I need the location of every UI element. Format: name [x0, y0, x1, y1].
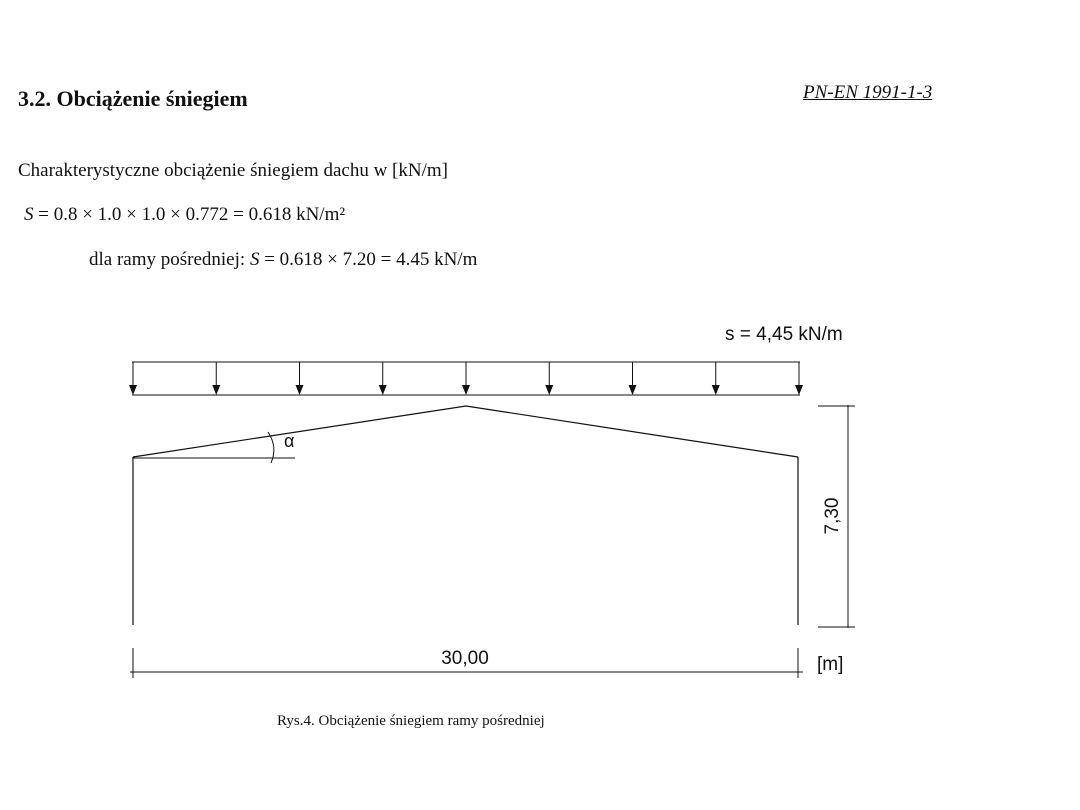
- load-arrow-head: [129, 385, 137, 395]
- load-arrow-head: [712, 385, 720, 395]
- formula-2-prefix: dla ramy pośredniej:: [89, 249, 250, 270]
- height-label: 7,30: [822, 497, 843, 535]
- formula-1-symbol: S: [24, 204, 34, 225]
- norm-reference: PN-EN 1991-1-3: [803, 82, 933, 103]
- section-title: 3.2. Obciążenie śniegiem: [18, 86, 248, 111]
- load-arrow-head: [545, 385, 553, 395]
- formula-2-symbol: S: [249, 249, 260, 270]
- formula-2-expression: = 0.618 × 7.20 = 4.45 kN/m: [259, 249, 478, 270]
- load-arrows: [129, 362, 803, 395]
- load-arrow-head: [629, 385, 637, 395]
- roof-rafters: [133, 406, 798, 457]
- angle-label: α: [284, 431, 295, 451]
- load-label: s = 4,45 kN/m: [725, 324, 843, 345]
- span-label: 30,00: [441, 648, 489, 669]
- unit-label: [m]: [817, 654, 844, 675]
- formula-1-expression: = 0.8 × 1.0 × 1.0 × 0.772 = 0.618 kN/m²: [33, 204, 346, 225]
- load-arrow-head: [379, 385, 387, 395]
- load-arrow-head: [462, 385, 470, 395]
- load-arrow-head: [795, 385, 803, 395]
- load-arrow-head: [212, 385, 220, 395]
- load-arrow-head: [296, 385, 304, 395]
- intro-text: Charakterystyczne obciążenie śniegiem dachu w [kN/m]: [18, 160, 448, 181]
- figure-caption: Rys.4. Obciążenie śniegiem ramy pośredniej: [277, 713, 545, 729]
